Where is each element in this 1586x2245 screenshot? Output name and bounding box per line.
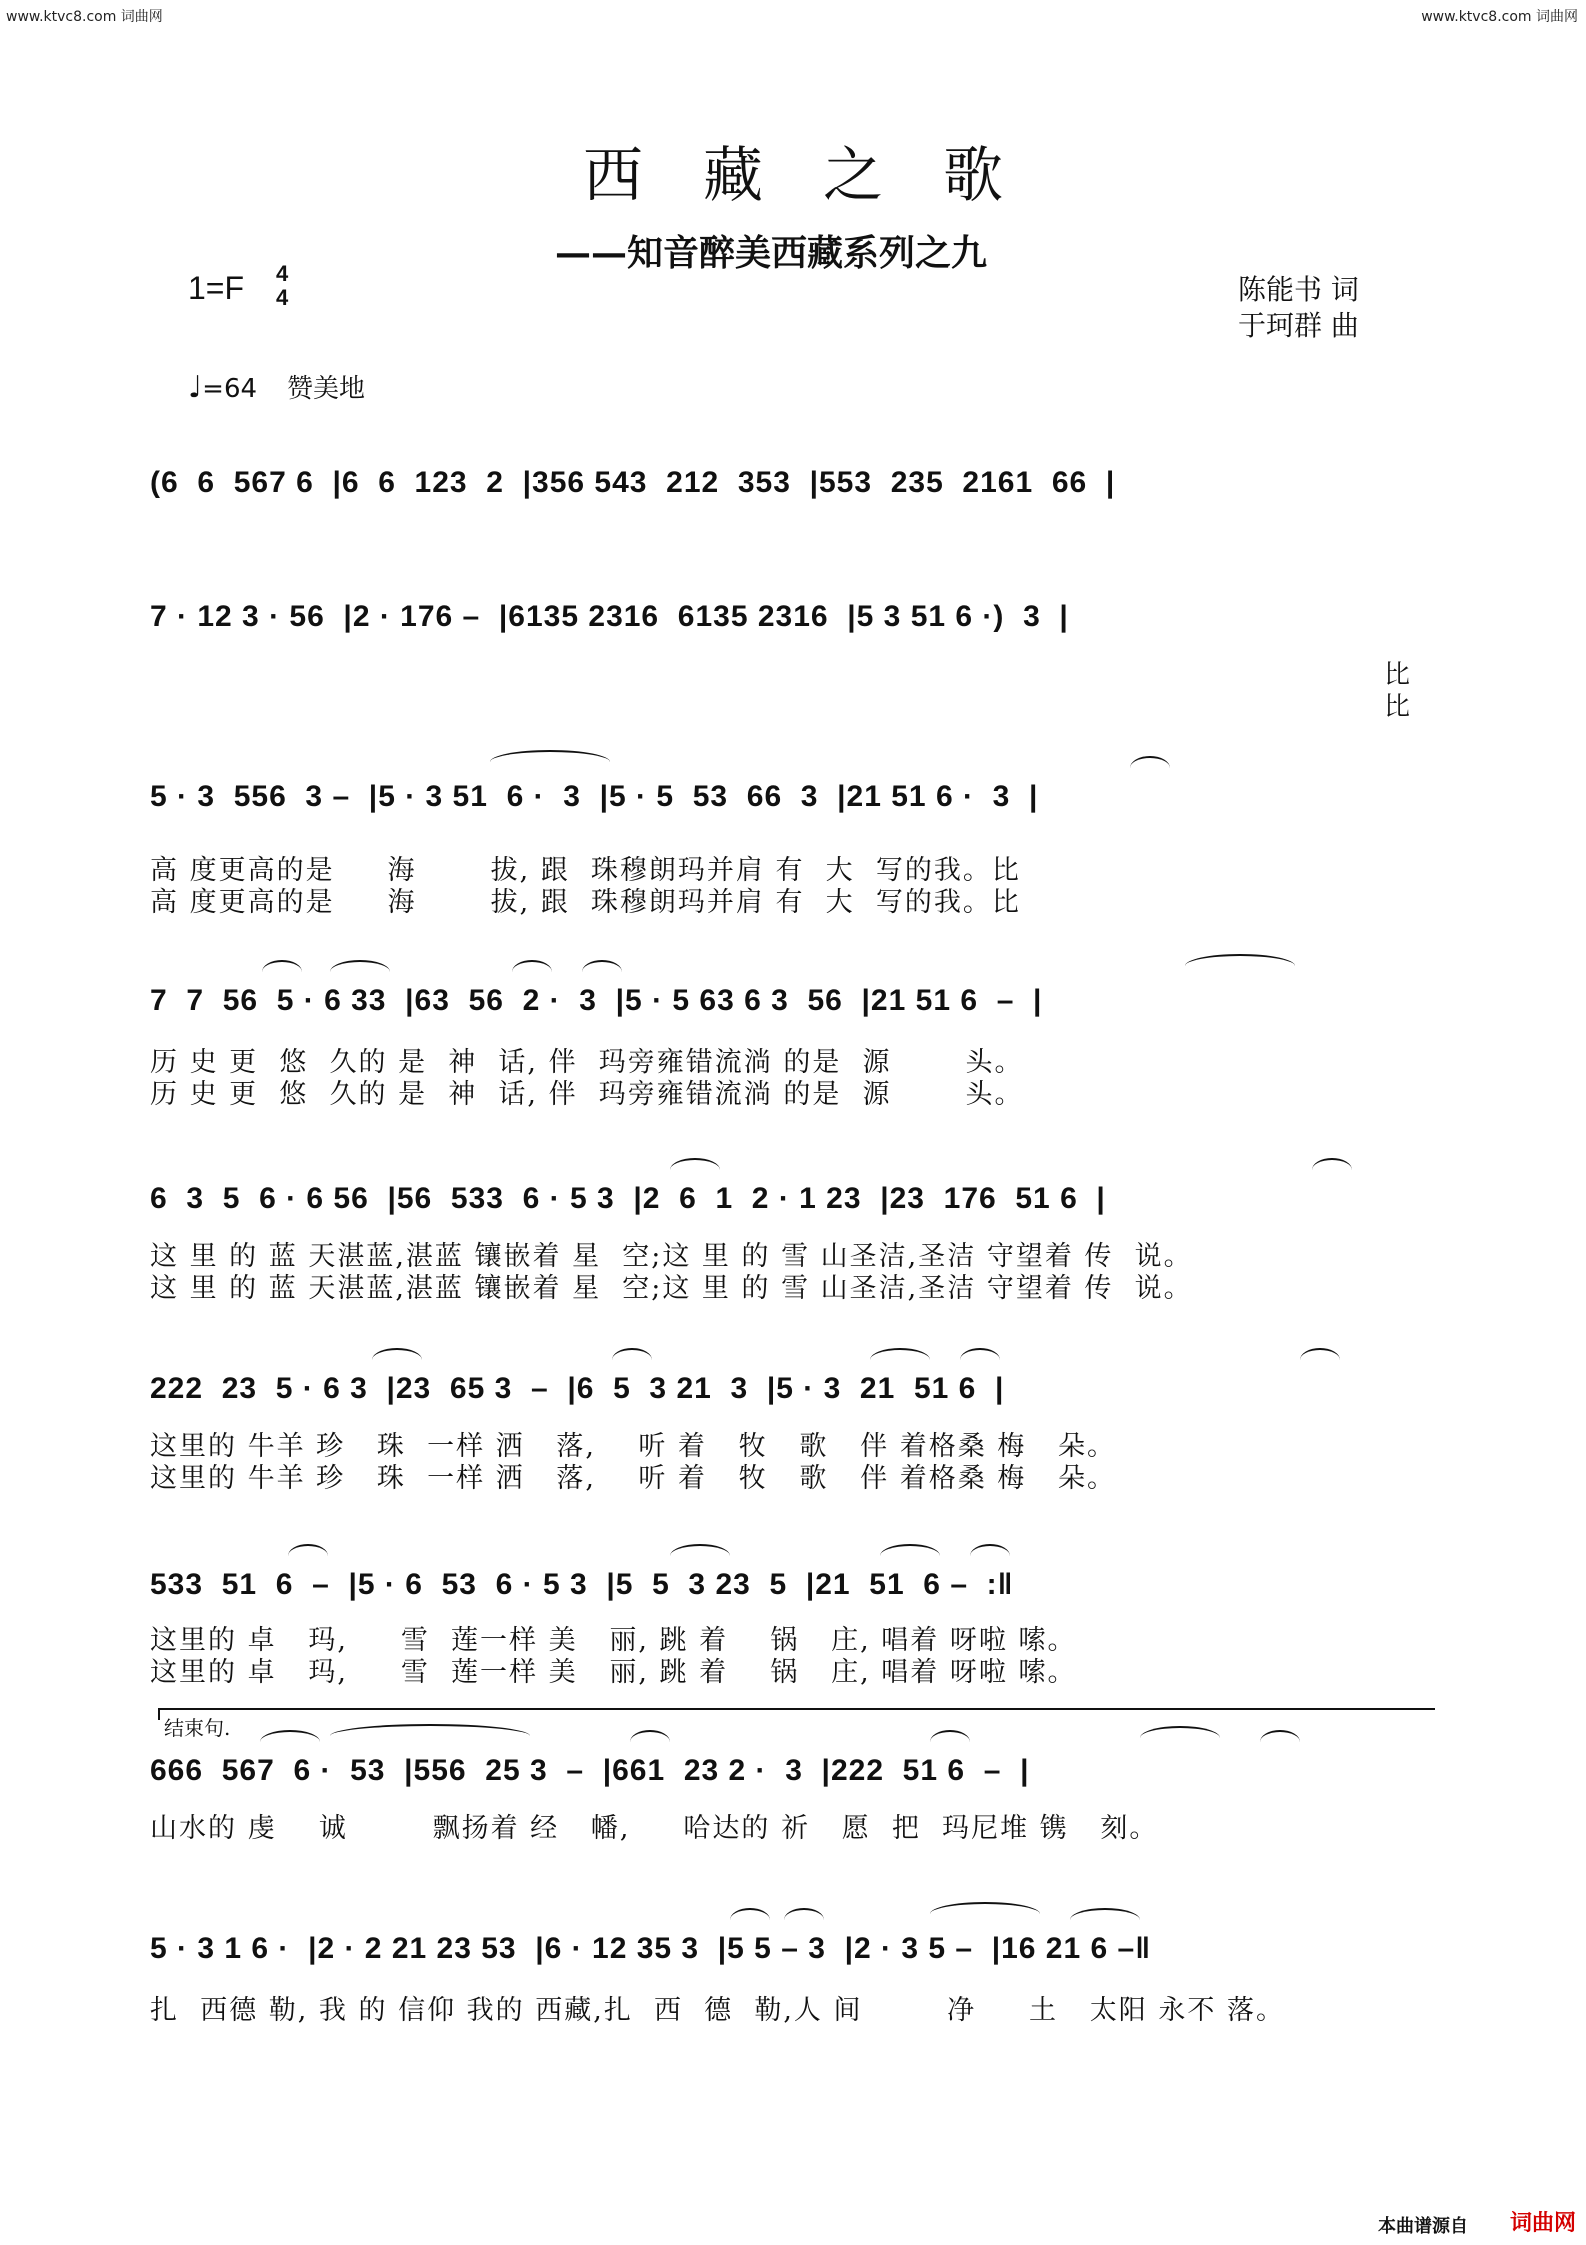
lyrics-verse-1: 这 里 的 蓝 天湛蓝,湛蓝 镶嵌着 星 空;这 里 的 雪 山圣洁,圣洁 守望着 传 说。 [150, 1241, 1193, 1272]
lyrics-verse-1: 高 度更高的是 海 拔, 跟 珠穆朗玛并肩 有 大 写的我。比 [150, 855, 1021, 886]
notation-line: 7 · 12 3 · 56 |2 · 176 – |6135 2316 6135 2316 |5 3 51 6 ·) 3 | [150, 600, 1069, 633]
slur-mark [880, 1544, 940, 1556]
lyrics-verse-2: 历 史 更 悠 久的 是 神 话, 伴 玛旁雍错流淌 的是 源 头。 [150, 1079, 1024, 1110]
slur-mark [330, 960, 390, 972]
lyrics-verse-1: 这里的 牛羊 珍 珠 一样 洒 落, 听 着 牧 歌 伴 着格桑 梅 朵。 [150, 1431, 1117, 1462]
tempo-style: 赞美地 [287, 374, 366, 404]
slur-mark [490, 750, 610, 762]
time-signature [276, 262, 288, 310]
tempo-value: =64 [202, 374, 258, 404]
slur-mark [288, 1544, 328, 1556]
slur-mark [630, 1730, 670, 1742]
slur-mark [1185, 954, 1295, 966]
song-subtitle: ——知音醉美西藏系列之九 [555, 232, 988, 274]
slur-mark [784, 1908, 824, 1920]
lyrics-verse-2: 高 度更高的是 海 拔, 跟 珠穆朗玛并肩 有 大 写的我。比 [150, 887, 1021, 918]
slur-mark [372, 1348, 422, 1360]
slur-mark [1140, 1726, 1220, 1738]
time-sig-bottom: 4 [276, 285, 289, 310]
tempo-marking [188, 368, 365, 405]
time-sig-top: 4 [276, 261, 289, 286]
watermark-left: www.ktvc8.com 词曲网 [6, 9, 163, 25]
quarter-note-icon: ♩ [188, 370, 203, 405]
credits [1238, 272, 1359, 344]
side-lyric-1: 比 [1384, 660, 1411, 690]
footer-source-label: 本曲谱源自 [1378, 2216, 1468, 2237]
slur-mark [670, 1158, 720, 1170]
slur-mark [960, 1348, 1000, 1360]
slur-mark [612, 1348, 652, 1360]
slur-mark [970, 1544, 1010, 1556]
lyricist: 陈能书 词 [1238, 273, 1359, 306]
lyrics-verse-2: 这里的 牛羊 珍 珠 一样 洒 落, 听 着 牧 歌 伴 着格桑 梅 朵。 [150, 1463, 1117, 1494]
lyrics-verse-1: 山水的 虔 诚 飘扬着 经 幡, 哈达的 祈 愿 把 玛尼堆 镌 刻。 [150, 1813, 1159, 1844]
lyrics-verse-1: 历 史 更 悠 久的 是 神 话, 伴 玛旁雍错流淌 的是 源 头。 [150, 1047, 1024, 1078]
lyrics-verse-2: 这 里 的 蓝 天湛蓝,湛蓝 镶嵌着 星 空;这 里 的 雪 山圣洁,圣洁 守望着 传 说。 [150, 1273, 1193, 1304]
notation-line: 7 7 56 5 · 6 33 |63 56 2 · 3 |5 · 5 63 6 3 56 |21 51 6 – | [150, 984, 1043, 1017]
ending-bracket [158, 1708, 1435, 1720]
slur-mark [260, 1730, 320, 1742]
lyrics-verse-1: 扎 西德 勒, 我 的 信仰 我的 西藏,扎 西 德 勒,人 间 净 土 太阳 永不 落。 [150, 1995, 1285, 2026]
slur-mark [670, 1544, 730, 1556]
slur-mark [930, 1730, 970, 1742]
lyrics-verse-1: 这里的 卓 玛, 雪 莲一样 美 丽, 跳 着 锅 庄, 唱着 呀啦 嗦。 [150, 1625, 1077, 1656]
notation-line: 666 567 6 · 53 |556 25 3 – |661 23 2 · 3 |222 51 6 – | [150, 1754, 1030, 1787]
notation-line: 6 3 5 6 · 6 56 |56 533 6 · 5 3 |2 6 1 2 · 1 23 |23 176 51 6 | [150, 1182, 1106, 1215]
slur-mark [1312, 1158, 1352, 1170]
song-title: 西藏之歌 [583, 141, 1063, 211]
slur-mark [1260, 1730, 1300, 1742]
slur-mark [262, 960, 302, 972]
slur-mark [1070, 1908, 1140, 1920]
ending-label: 结束句. [164, 1716, 231, 1740]
composer: 于珂群 曲 [1238, 309, 1359, 342]
slur-mark [730, 1908, 770, 1920]
slur-mark [330, 1724, 530, 1736]
notation-line: 222 23 5 · 6 3 |23 65 3 – |6 5 3 21 3 |5 · 3 21 51 6 | [150, 1372, 1005, 1405]
footer-brand-logo: 词曲网 [1510, 2211, 1577, 2236]
notation-line: 5 · 3 556 3 – |5 · 3 51 6 · 3 |5 · 5 53 66 3 |21 51 6 · 3 | [150, 780, 1039, 813]
slur-mark [582, 960, 622, 972]
notation-line: 533 51 6 – |5 · 6 53 6 · 5 3 |5 5 3 23 5 |21 51 6 – :‖ [150, 1568, 1014, 1601]
side-lyric-2: 比 [1384, 692, 1411, 722]
slur-mark [1130, 756, 1170, 768]
watermark-right: www.ktvc8.com 词曲网 [1421, 9, 1578, 25]
notation-line: (6 6 567 6 |6 6 123 2 |356 543 212 353 |553 235 2161 66 | [150, 466, 1116, 499]
slur-mark [1300, 1348, 1340, 1360]
slur-mark [512, 960, 552, 972]
key-signature: 1=F [188, 270, 245, 306]
slur-mark [930, 1902, 1040, 1914]
lyrics-verse-2: 这里的 卓 玛, 雪 莲一样 美 丽, 跳 着 锅 庄, 唱着 呀啦 嗦。 [150, 1657, 1077, 1688]
slur-mark [870, 1348, 930, 1360]
notation-line: 5 · 3 1 6 · |2 · 2 21 23 53 |6 · 12 35 3 |5 5 – 3 |2 · 3 5 – |16 21 6 –‖ [150, 1932, 1152, 1965]
